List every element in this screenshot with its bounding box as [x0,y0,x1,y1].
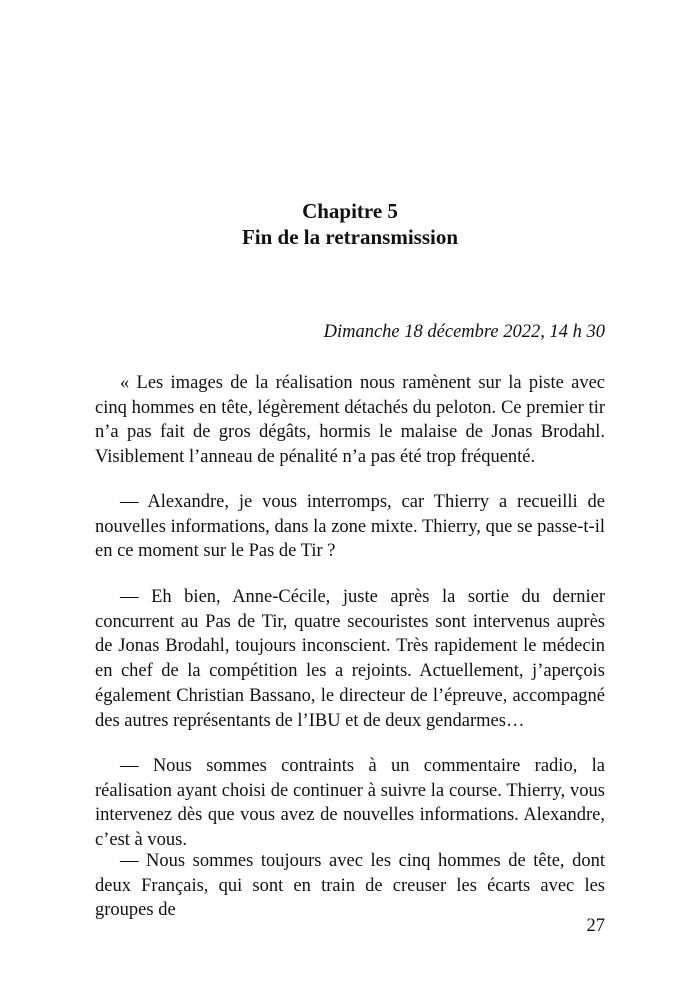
paragraph-1: « Les images de la réalisation nous ramènent sur la piste avec cinq hommes en tête, légèrement détachés du peloton. Ce premier tir n’a pas fait de gros dégâts, hormis le malaise de Jonas Brodahl. Visiblement l’anneau de pénalité n’a pas été trop fréquenté. [95,373,605,468]
chapter-heading [95,198,605,250]
dateline: Dimanche 18 décembre 2022, 14 h 30 [323,322,605,342]
page-number: 27 [586,916,605,936]
paragraph-2: — Alexandre, je vous interromps, car Thierry a recueilli de nouvelles informations, dans la zone mixte. Thierry, que se passe-t-il en ce moment sur le Pas de Tir ? [95,492,605,562]
paragraph-3: — Eh bien, Anne-Cécile, juste après la sortie du dernier concurrent au Pas de Tir, quatre secouristes sont intervenus auprès de Jonas Brodahl, toujours inconscient. Très rapidement le médecin en chef de la compétition les a rejoints. Actuellement, j’aperçois également Christian Bassano, le directeur de l’épreuve, accompagné des autres représentants de l’IBU et de deux gendarmes… [95,587,605,731]
chapter-title: Fin de la retransmission [241,225,459,249]
book-page [95,0,605,992]
paragraph-5: — Nous sommes toujours avec les cinq hommes de tête, dont deux Français, qui sont en train de creuser les écarts avec les groupes de [95,851,605,921]
chapter-number: Chapitre 5 [302,199,398,223]
paragraph-4: — Nous sommes contraints à un commentaire radio, la réalisation ayant choisi de continuer à suivre la course. Thierry, vous intervenez dès que vous avez de nouvelles informations. Alexandre, c’est à vous. [95,756,605,851]
